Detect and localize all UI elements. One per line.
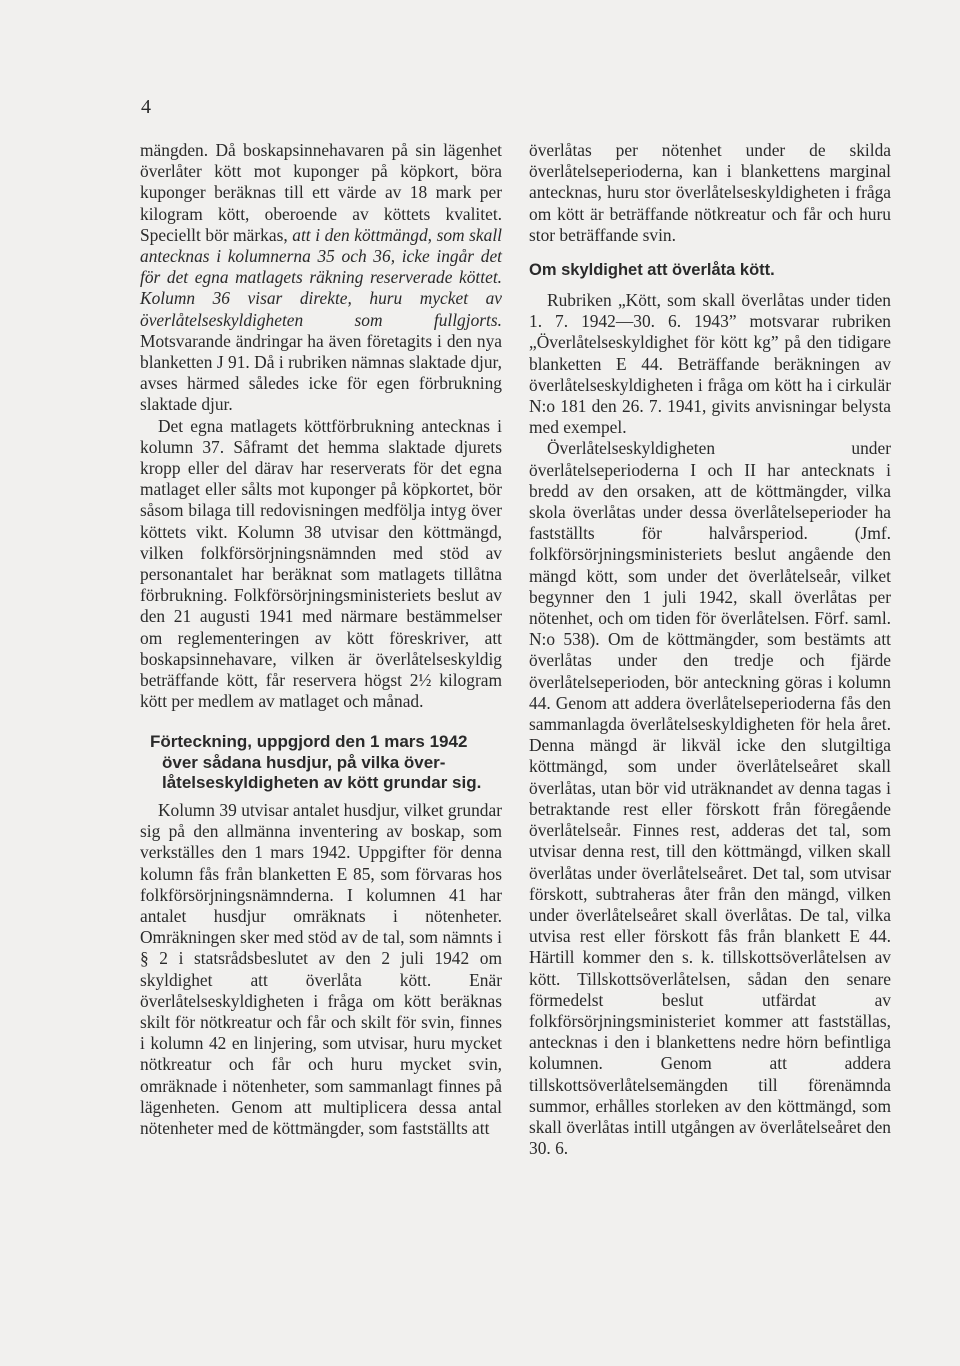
left-p1-text-b: Motsvarande ändringar ha även företagits i den nya blanketten J 91. Då i rubriken nämnas slaktade djur, avses härmed således icke för egen förbrukning slaktade djur. (140, 330, 502, 415)
left-p1-text-a: mängden. Då boskapsinnehavaren på sin lägenhet överlåter kött mot kuponger på köpkort, böra kuponger beräknas till ett värde av 18 mark per kilogram kött, oberoende av köttets kvalitet. Speciellt bör märkas, (140, 140, 502, 245)
right-paragraph-2: Rubriken „Kött, som skall överlåtas under tiden 1. 7. 1942—30. 6. 1943” motsvarar rubriken „Överlåtelseskyldighet för kött kg” på den tidigare blanketten E 44. Beträffande beräkningen av överlåtelseskyldigheten i fråga om kött ha i cirkulär N:o 181 den 26. 7. 1941, givits anvisningar belysta med exempel. (529, 290, 891, 438)
left-column (140, 140, 502, 1139)
left-paragraph-2: Det egna matlagets köttförbrukning antecknas i kolumn 37. Såframt det hemma slaktade djurets kropp eller del därav har reserverats för det egna matlaget eller sålts mot kuponger på köpkortet, bör såsom bilaga till redovisningen medfölja intyg över köttets vikt. Kolumn 38 utvisar den köttmängd, vilken folkförsörjningsnämnden med stöd av personantalet har beräknat som matlagets tillåtna förbrukning. Folkförsörjningsministeriets beslut av den 21 augusti 1941 med närmare bestämmelser om reglementeringen av kött föreskriver, att boskapsinnehavare, vilken är överlåtelseskyldig beträffande kött, får reservera högst 2½ kilogram kött per medlem av matlaget och månad. (140, 415, 502, 712)
heading-line-3: låtelseskyldigheten av kött grundar sig. (162, 773, 482, 793)
right-paragraph-3: Överlåtelseskyldigheten under överlåtelseperioderna I och II har antecknats i bredd av den orsaken, att de köttmängder, vilka skola överlåtas under dessa överlåtelseperioder ha fastställts för halvårsperiod. (Jmf. folkförsörjningsministeriets beslut angående den mängd kött, som under det överlåtelseår, vilket begynner den 1 juli 1942, skall överlåtas per nötenhet, och om tiden för överlåtelsen. Förf. saml. N:o 538). Om de köttmängder, som bestämts att överlåtas under den tredje och fjärde överlåtelseperioden, bör anteckning göras i kolumn 44. Genom att addera överlåtelseperioderna fås den sammanlagda överlåtelseskyldigheten för hela året. Denna mängd är likväl icke den slutgiltiga köttmängd, som under överlåtelseåret skall överlåtas, utan bör vid uträknandet av denna tagas i betraktande rest eller förskott från föregående överlåtelseår. Finnes rest, adderas det tal, som utvisar denna rest, till den köttmängd, vilken skall överlåtas under överlåtelseåret. Det tal, som utvisar förskott, subtraheras åter från den mängd, vilken under överlåtelseåret skall överlåtas. De tal, vilka utvisa rest eller förskott fås från blankett E 44. Härtill kommer den s. k. tillskottsöverlåtelsen av kött. Tillskottsöverlåtelsen, sådan den senare förmedelst beslut utfärdat av folkförsörjningsministeriet kommer att fastställas, antecknas i den i blankettens nedre hörn befintliga kolumnen. Genom att addera tillskottsöverlåtelsemängden till förenämnda summor, erhålles storleken av den köttmängd, som skall överlåtas intill utgången av överlåtelseåret den 30. 6. (529, 438, 891, 1159)
heading-line-2: över sådana husdjur, på vilka över- (162, 752, 446, 772)
right-column (529, 140, 891, 1159)
right-paragraph-1: överlåtas per nötenhet under de skilda överlåtelseperioderna, kan i blankettens marginal antecknas, huru stor överlåtelseskyldigheten i fråga om kött är beträffande nötkreatur och får och huru stor beträffande svin. (529, 140, 891, 245)
left-p1-italic-text: att i den köttmängd, som skall antecknas i kolumnerna 35 och 36, icke ingår det för det egna matlagets räkning reserverade köttet. Kolumn 36 visar direkte, huru mycket av överlåtelseskyldigheten som fullgjorts. (140, 224, 502, 330)
section-heading-forteckning (140, 732, 502, 794)
left-paragraph-3: Kolumn 39 utvisar antalet husdjur, vilket grundar sig på den allmänna inventering av boskap, som verkställes den 1 mars 1942. Uppgifter för denna kolumn fås från blanketten E 85, som förvaras hos folkförsörjningsnämnderna. I kolumnen 41 har antalet husdjur omräknats i nötenheter. Omräkningen sker med stöd av de tal, som nämnts i § 2 i statsrådsbeslutet av den 2 juli 1942 om skyldighet att överlåta kött. Enär överlåtelseskyldigheten i fråga om kött beräknas skilt för nötkreatur och får och skilt för svin, finnes i kolumn 42 en linjering, som utvisar, huru mycket nötkreatur och får och huru mycket svin, omräknade i nötenheter, som sammanlagt finnes på lägenheten. Genom att multiplicera dessa antal nötenheter med de köttmängder, som fastställts att (140, 799, 502, 1139)
page-number: 4 (141, 96, 151, 118)
section-heading-skyldighet: Om skyldighet att överlåta kött. (529, 261, 775, 280)
heading-line-1: Förteckning, uppgjord den 1 mars 1942 (150, 732, 468, 752)
left-paragraph-1 (140, 140, 502, 416)
